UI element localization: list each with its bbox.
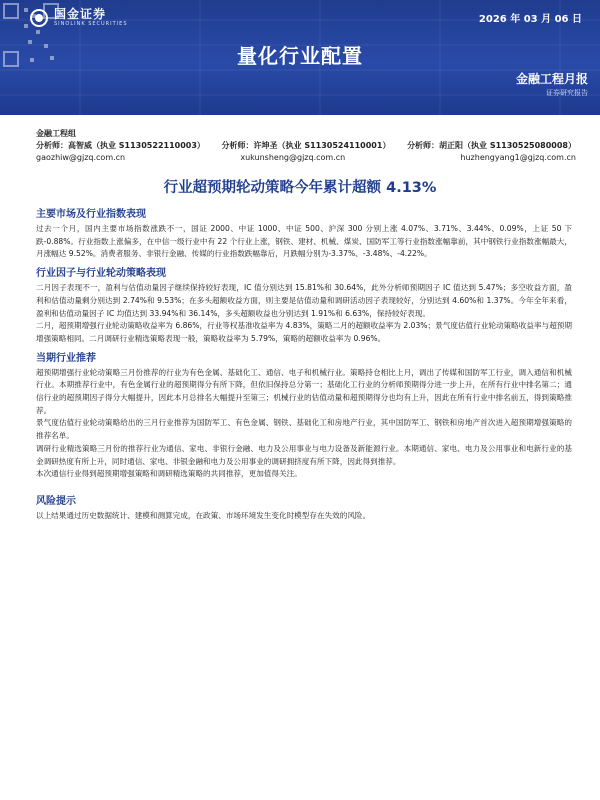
logo-cn-text: 国金证券 <box>54 7 107 21</box>
report-subtype: 证券研究报告 <box>546 89 588 97</box>
author-email[interactable]: huzhengyang1@gjzq.com.cn <box>460 153 576 162</box>
section-paragraph: 本次通信行业得到超预期增强策略和调研精选策略的共同推荐，更加值得关注。 <box>36 469 302 479</box>
company-logo <box>30 8 128 27</box>
section-paragraph: 二月，超预期增强行业轮动策略收益率为 6.86%，行业等权基准收益率为 4.83%，策略二月的超额收益率为 2.03%；景气度估值行业轮动策略收益率与超预期增强策略相同。二月调研行业精选策略表现一般，策略收益率为 5.79%，策略的超额收益率为 0.96%。 <box>36 321 572 343</box>
section-paragraph: 景气度估值行业轮动策略给出的三月行业推荐为国防军工、有色金属、钢铁、基础化工和房地产行业，其中国防军工、钢铁和房地产首次进入超预期增强策略的推荐名单。 <box>36 418 572 441</box>
report-banner <box>0 0 600 115</box>
report-title: 量化行业配置 <box>237 44 363 68</box>
section-heading: 风险提示 <box>36 495 76 507</box>
section-paragraph: 调研行业精选策略三月份的推荐行业为通信、家电、非银行金融、电力及公用事业与电力设备及新能源行业。本期通信、家电、电力及公用事业和电新行业的基金调研热度有所上升，同时通信、家电、非银金融和电力及公用事业的调研拥挤度有所下降，因此得到推荐。 <box>36 443 572 466</box>
report-headline: 行业超预期轮动策略今年累计超额 4.13% <box>163 180 437 196</box>
report-date: 2026 年 03 月 06 日 <box>478 14 582 25</box>
author-name: 分析师：许坤圣（执业 S1130524110001） <box>221 141 391 150</box>
author-group: 金融工程组 <box>36 129 76 138</box>
logo-en-text: SINOLINK SECURITIES <box>54 21 128 27</box>
section-paragraph: 以上结果通过历史数据统计、建模和测算完成，在政策、市场环境发生变化时模型存在失效的风险。 <box>36 510 371 520</box>
report-body <box>36 208 572 523</box>
author-email[interactable]: gaozhiw@gjzq.com.cn <box>36 153 126 162</box>
logo-icon <box>30 9 48 27</box>
author-email[interactable]: xukunsheng@gjzq.com.cn <box>240 153 346 162</box>
author-block <box>36 128 576 164</box>
report-type: 金融工程月报 <box>515 72 588 86</box>
author-emails-row <box>36 152 576 164</box>
section-paragraph: 过去一个月，国内主要市场指数涨跌不一，国证 2000、中证 1000、中证 500、沪深 300 分别上涨 4.07%、3.71%、3.44%、0.09%，上证 50 下跌-0.88%。行业指数上涨偏多，在中信一级行业中有 22 个行业上涨，钢铁、建材、机械、煤炭、国防军工等行业指数涨幅靠前，其中钢铁行业指数涨幅最大，月涨幅达 9.52%。消费者服务、非银行金融、传媒的行业指数跌幅靠后，月跌幅分别为-3.37%、-3.48%、-4.22%。 <box>36 224 572 259</box>
author-name: 分析师：胡正阳（执业 S1130525080008） <box>407 141 576 150</box>
author-names-row <box>36 140 576 152</box>
section-paragraph: 二月因子表现不一，盈利与估值动量因子继续保持较好表现，IC 值分别达到 15.81%和 30.64%，此外分析师预期因子 IC 值达到 5.47%；多空收益方面，盈利和估值动量剩分别达到 2.74%和 9.53%；在多头超额收益方面，则主要是估值动量和调研活动因子表现较好，分别达到 4.60%和 1.37%。今年全年来看，盈利和估值动量因子 IC 均值达到 33.94%和 36.14%，多头超额收益也分别达到 1.91%和 6.63%，保持较好表现。 <box>36 283 572 318</box>
section-heading: 行业因子与行业轮动策略表现 <box>36 268 166 280</box>
section-heading: 当期行业推荐 <box>36 352 96 364</box>
section-paragraph: 超预期增强行业轮动策略三月份推荐的行业为有色金属、基础化工、通信、电子和机械行业。策略持仓相比上月，调出了传媒和国防军工行业，调入通信和机械行业。本期推荐行业中，有色金属行业的超预期得分有所下降，但依旧保持总分第一；基础化工行业的分析师预期得分进一步上升，在所有行业中排名第二；通信行业的超预期因子得分大幅提升，因此本月总排名大幅提升至第三；机械行业的估值动量和超预期得分也均有上升，因此在所有行业中排名前五，得到策略推荐。 <box>36 367 572 415</box>
section-heading: 主要市场及行业指数表现 <box>36 209 146 220</box>
author-name: 分析师：高智威（执业 S1130522110003） <box>36 141 205 150</box>
